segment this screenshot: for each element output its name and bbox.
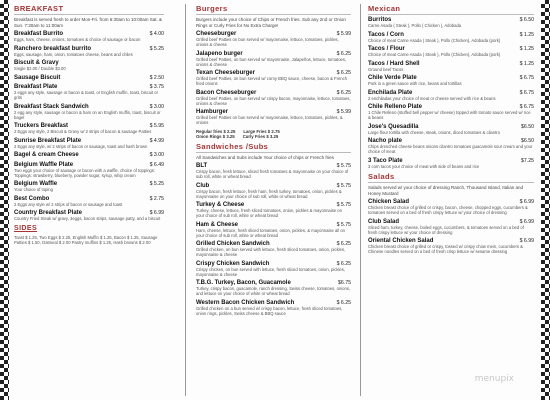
burgers-heading: Burgers — [196, 4, 351, 15]
menu-item-name: Western Bacon Chicken Sandwich — [196, 299, 295, 306]
price-curly-fries: Curly Fries $ 3.25 — [242, 133, 279, 139]
menu-item-name: Nacho plate — [368, 138, 403, 144]
menu-item-price: $ 6.25 — [336, 70, 351, 76]
menu-item-description: Choice of meat Carne Asada ( Steak ), Pollo (Chicken), Adobada (pork) — [368, 37, 501, 43]
menu-item-name: Grilled Chicken Sandwich — [196, 241, 270, 247]
menu-item-price: $ 5.25 — [149, 45, 164, 52]
salads-heading: Salads — [368, 172, 534, 183]
menu-item — [368, 104, 534, 120]
menu-item-price: $ 6.25 — [336, 241, 351, 247]
menu-item-price: $ 2.75 — [149, 195, 164, 202]
menu-item-name: Hamburger — [196, 109, 229, 115]
checkered-border-right — [541, 0, 550, 400]
menu-item — [14, 84, 164, 100]
menu-item-description: Grilled chicken, on bun served with lettuce, fresh sliced tomatoes, onion, pickles, mayonnaise & cheese — [196, 247, 346, 257]
menu-item-price: $7.25 — [521, 157, 534, 164]
menu-item-header — [14, 75, 164, 81]
menu-item-price: $ 5.25 — [149, 181, 164, 187]
menu-item-name: Crispy Chicken Sandwich — [196, 260, 270, 267]
menu-item-price: $ 3.00 — [149, 152, 164, 158]
menu-item-price: $ 1.25 — [519, 46, 534, 52]
breakfast-hours: Breakfast is served fresh to order Mon-Fri. from 6:30am to 10:00am Sat. & Sun. 7:30am to 11:00am — [14, 17, 163, 28]
menu-item-description: Chicken breast choice of grilled or crispy, tossed w/ crispy chow mein, cucumbers & Chinese noodles served on a bed of fresh crisp lettuce w/ sesame dressing — [368, 244, 523, 254]
menu-item-name: Chile Relleno Plate — [368, 104, 423, 110]
menu-item-name: Chicken Salad — [368, 199, 410, 205]
menu-item-description: Single $2.00 / Double $3.00 — [14, 66, 66, 71]
menu-item-description: Grilled beef Patties on bun served w/ mayonnaise, lettuce, tomatoes, pickles, & onions — [196, 115, 343, 125]
sandwiches-heading: Sandwiches /Subs — [196, 142, 351, 153]
menu-item-description: 2 Eggs any style, w/ 2 strips of bacon or sausage, toast and hash brown — [14, 143, 148, 149]
menu-item — [14, 123, 164, 134]
watermark: menupix — [474, 374, 514, 384]
menu-item-name: 3 Taco Plate — [368, 157, 403, 164]
menu-item-description: Grilled beef Patties, on bun served w/ crispy bacon, mayonnaise, lettuce, tomatoes, onions & cheese — [196, 95, 351, 106]
menu-item-price: $ 5.75 — [336, 221, 351, 228]
column-divider — [185, 4, 186, 396]
menu-item-description: Crispy bacon, fresh lettuce, sliced fresh tomatoes & mayonnaise on your choice of sub roll, white or wheat bread — [196, 169, 349, 179]
menu-item-name: Sausage Biscuit — [14, 74, 61, 81]
menu-item — [196, 241, 351, 257]
menu-item-name: Club Salad — [368, 218, 400, 225]
breakfast-heading: BREAKFAST — [14, 4, 164, 15]
menu-item-name: Tacos / Hard Shell — [368, 60, 420, 67]
menu-item-price: $ 6.25 — [336, 260, 351, 267]
menu-item-price: $ 6.99 — [519, 238, 534, 244]
menu-item-price: $ 5.75 — [336, 182, 351, 189]
menu-item-description: Carne Asada ( Steak ), Pollo ( Chicken ), Adobada — [368, 23, 462, 28]
menu-item-price: $ 1.25 — [519, 31, 534, 38]
menu-item — [368, 138, 534, 154]
menu-item-price: $ 1.25 — [519, 60, 534, 67]
menu-item — [368, 90, 534, 101]
menu-item-name: Bacon Cheeseburger — [196, 89, 257, 96]
menu-item-description: Pork in a green sauce with rice, beans and tortillas — [368, 81, 462, 86]
menu-item — [14, 196, 164, 207]
burgers-column — [196, 4, 351, 396]
menu-item — [196, 109, 351, 125]
menu-item-name: Ham & Cheese — [196, 221, 239, 228]
menu-item — [14, 60, 164, 71]
menu-item-description: Eggs, sausage, ham, onion, tomatoes cheese, beans and chiles — [14, 51, 133, 57]
menu-item-description: Sliced ham, turkey, cheese, boiled eggs, cucumbers, & tomatoes served on a bed of fresh crispy lettuce w/ your choice of dressing — [368, 224, 524, 235]
menu-item — [196, 51, 351, 67]
menu-item-description: 1 Chile Relleno (stuffed bell pepper w/ cheese) topped with tomato sauce served w/ rice & beans — [368, 110, 531, 120]
menu-item — [14, 75, 164, 81]
menu-item-price: $6.50 — [521, 123, 534, 130]
menu-item-description: Your choice of toping — [14, 187, 53, 192]
menu-item-description: Grilled chicken on a bun served w/ crispy bacon, lettuce, fresh sliced tomatoes, onion rings, pickles, Swiss cheese & BBQ sauce — [196, 305, 343, 316]
menu-item-description: Large flour tortilla with cheese, steak, onions, diced tomatoes & cilantro — [368, 129, 500, 135]
menu-item — [196, 202, 351, 218]
sandwiches-intro: All Sandwiches and Subs include Your choice of chips or French fries — [196, 154, 334, 160]
menu-item — [14, 46, 164, 57]
menu-item-price: $ 6.99 — [519, 199, 534, 205]
menu-item — [14, 162, 164, 178]
menu-item-name: Chile Verde Plate — [368, 75, 417, 81]
menu-item-price: $ 5.99 — [336, 109, 351, 115]
menu-item-price: $ 6.25 — [336, 50, 351, 57]
menu-item-price: $ 6.50 — [519, 17, 534, 23]
menu-item-price: $ 6.99 — [519, 218, 534, 225]
menu-item-price: $ 6.75 — [519, 104, 534, 110]
menu-item-price: $ 6.49 — [149, 161, 164, 168]
menu-item-description: Ground beef Tacos — [368, 66, 404, 72]
menu-item-price: $ 6.99 — [149, 210, 164, 216]
menu-item — [14, 31, 164, 42]
menu-item-price: $6.50 — [521, 138, 534, 144]
burger-items — [196, 31, 351, 125]
menu-item — [196, 163, 351, 179]
menu-item-name: Cheeseburger — [196, 31, 237, 37]
menu-item-price: $ 5.99 — [336, 31, 351, 37]
menu-item — [368, 32, 534, 43]
menu-item-price: $ 2.50 — [149, 74, 164, 81]
burgers-intro: Burgers include your choice of Chips or French fries. Sub any 2nd or Onion Rings or Curly Fries for No Extra Charge! — [196, 17, 346, 28]
menu-item-description: 2 Eggs any style w/ 2 strips of bacon or sausage and toast — [14, 201, 123, 207]
menu-item-description: Crispy chicken, on bun served with lettuce, fresh sliced tomatoes, onion, pickles, mayonnaise & cheese — [196, 266, 345, 277]
menu-item-description: 3 corn tacos your choice of meat with side of beans and rice — [368, 163, 480, 169]
menu-item-name: Breakfast Burrito — [14, 31, 64, 37]
menu-item-price: $ 6.25 — [336, 299, 351, 306]
menu-item — [196, 31, 351, 47]
menu-item-name: Sunrise Breakfast Plate — [14, 137, 82, 144]
menu-item-description: Grilled beef Patties on bun served w/ mayonnaise, lettuce, tomatoes, pickles, onions & cheese — [196, 37, 339, 47]
menu-item-description: 2 egg any style, sausage or bacon & ham on an English muffin, toast, biscuit or bagel — [14, 109, 161, 120]
menu-item — [196, 300, 351, 316]
menu-item-price: $ 6.25 — [336, 89, 351, 96]
menu-item-name: Truckers Breakfast — [14, 123, 69, 129]
menu-item — [368, 17, 534, 28]
menu-item — [196, 261, 351, 277]
menu-item-name: Enchilada Plate — [368, 89, 413, 96]
menu-item-name: Tacos / Flour — [368, 46, 405, 52]
menu-item-description: Ham, cheese, lettuce, fresh sliced tomatoes, onion, pickles, & mayonnaise all on your choice of sub roll, white or wheat bread — [196, 227, 345, 238]
menu-item-name: Best Combo — [14, 195, 50, 202]
menu-item-name: Belgium Waffle — [14, 181, 58, 187]
price-large-fries: Large Fries $ 2.75 — [243, 128, 280, 134]
menu-item-name: Breakfast Plate — [14, 84, 58, 90]
menu-item-description: 2 enchiladas your choice of meat or cheese served with rice & beans — [368, 95, 496, 101]
sides-heading: SIDES — [14, 224, 38, 232]
menu-item-name: Belgium Waffle Plate — [14, 161, 74, 168]
mexican-heading: Mexican — [368, 4, 534, 15]
menu-item-price: $ 6.75 — [519, 89, 534, 96]
menu-item — [14, 181, 164, 192]
menu-item — [196, 70, 351, 86]
menu-item-description: 2 eggs any style, sausage or bacon & toast, or English muffin, toast, biscuit or grits — [14, 90, 159, 100]
menu-item — [368, 46, 534, 57]
sides-list: Toast $ 1.25, Two Eggs $ 2.25, English Muffin $ 1.25, Bacon $ 1.25, Sausage Patties $ 1.50, Oatmeal $ 2.00 Pastry muffins $ 1.25, Hash browns $ 2.00 — [14, 234, 158, 245]
menu-item-name: Bagel & cream Cheese — [14, 152, 79, 158]
menu-item-name: Breakfast Stack Sandwich — [14, 103, 89, 110]
checkered-border-left — [0, 0, 9, 400]
menu-item-price: $ 5.75 — [336, 202, 351, 208]
column-divider — [360, 4, 361, 396]
menu-item-description: Turkey, crispy bacon, guacamole, ranch dressing, Swiss cheese, tomatoes, onions, and lettuce on your choice of white or wheat bread — [196, 286, 351, 296]
menu-item-price: $ 3.00 — [149, 103, 164, 110]
menu-item-description: Choice of meat Carne Asada ( Steak ), Pollo (Chicken), Adobada (pork) — [368, 52, 501, 57]
menu-item-description: Grilled beef Patties, on bun served w/ mayonnaise, Jalapeños, lettuce, tomatoes, onions & cheese — [196, 56, 347, 67]
menu-item-price: $ 4.99 — [149, 137, 164, 144]
menu-item-price: $6.75 — [338, 280, 351, 286]
sandwich-items — [196, 163, 351, 316]
menu-item-name: Tacos / Corn — [368, 31, 404, 38]
menu-item-description: Chips drenched cheese beans onions cilantro tomatoes guacamole sour cream and your choice of meat — [368, 144, 533, 154]
menu-item — [368, 199, 534, 215]
menu-item-name: Club — [196, 182, 210, 189]
menu-item — [368, 124, 534, 135]
breakfast-items — [14, 31, 164, 221]
menu-item-description: Grilled beef Patties, on bun served w/ corny BBQ sauce, cheese, bacon & French fried onions — [196, 76, 348, 86]
menu-item-name: Country Breakfast Plate — [14, 210, 83, 216]
menu-item-name: Texan Cheeseburger — [196, 70, 255, 76]
menu-item-price: $ 3.75 — [149, 84, 164, 90]
menu-item — [368, 61, 534, 72]
menu-item — [14, 210, 164, 221]
menu-item-description: Two eggs your choice of sausage or bacon with a waffle, choice of toppings: Toppings: strawberry, blueberry, powder sugar, syrup, whip cream — [14, 167, 155, 178]
menu-item-description: Crispy bacon, fresh lettuce, fresh ham, fresh turkey, tomatoes, onion, pickles & mayonnaise on your choice of sub roll, white or wheat bread — [196, 188, 342, 199]
menu-item-description: Chicken breast choice of grilled or crispy, bacon, cheese, chopped eggs, cucumbers & tomatoes served on a bed of fresh crispy lettuce w/ your choice of dressing — [368, 205, 528, 215]
menu-item-name: Biscuit & Gravy — [14, 60, 59, 66]
salads-intro: Salads served w/ your choice of dressing Ranch, Thousand Island, Italian and Honey Mustard — [368, 185, 524, 196]
menu-item — [14, 104, 164, 120]
menu-item-price: $ 6.75 — [519, 75, 534, 81]
menu-item-price: $ 5.95 — [149, 123, 164, 129]
menu-item-name: Turkey & Cheese — [196, 202, 245, 208]
menu-item-description: Eggs, ham, cheese, onions, tomatoes & choice of sausage or bacon — [14, 37, 141, 42]
menu-item-name: T.B.G. Turkey, Bacon, Guacamole — [196, 280, 291, 286]
menu-item — [196, 90, 351, 106]
menu-item-header — [14, 152, 164, 158]
menu-item-price: $ 4.00 — [149, 31, 164, 37]
mexican-items — [368, 17, 534, 169]
menu-item-name: BLT — [196, 163, 208, 169]
menu-item-name: Ranchero breakfast burrito — [14, 45, 92, 52]
breakfast-column — [14, 4, 164, 396]
menu-item-description: Country Fried Steak w/ gravy, 3eggs, bacon strips, sausage patty, and a biscuit — [14, 216, 161, 221]
menu-item-price: $ 5.75 — [336, 163, 351, 169]
salad-items — [368, 199, 534, 254]
menu-item — [14, 152, 164, 158]
menu-item — [368, 75, 534, 86]
menu-item-name: Burritos — [368, 17, 392, 23]
menu-item — [14, 138, 164, 149]
menu-item — [368, 158, 534, 169]
menu-item — [196, 280, 351, 296]
menu-item-description: 2 Eggs any style, 2 Biscuit & Gravy w/ 2 strips of bacon & sausage Patties — [14, 129, 152, 134]
menu-item-description: Turkey, cheese, lettuce, fresh sliced tomatoes, onion, pickles & mayonnaise on your choice of sub roll, white or wheat bread — [196, 208, 342, 218]
menu-item — [368, 219, 534, 235]
price-regular-fries: Regular fries $ 2.25 — [196, 128, 236, 134]
menu-item — [196, 222, 351, 238]
menu-item — [368, 238, 534, 254]
menu-item-name: Oriental Chicken Salad — [368, 238, 434, 244]
side-prices-row-2 — [196, 134, 351, 139]
price-onion-rings: Onion Rings $ 3.25 — [196, 133, 235, 139]
menu-item — [196, 183, 351, 199]
menu-item-name: Jose's Quesadilla — [368, 123, 419, 130]
mexican-column — [368, 4, 534, 396]
menu-item-name: Jalapeno burger — [196, 50, 243, 57]
